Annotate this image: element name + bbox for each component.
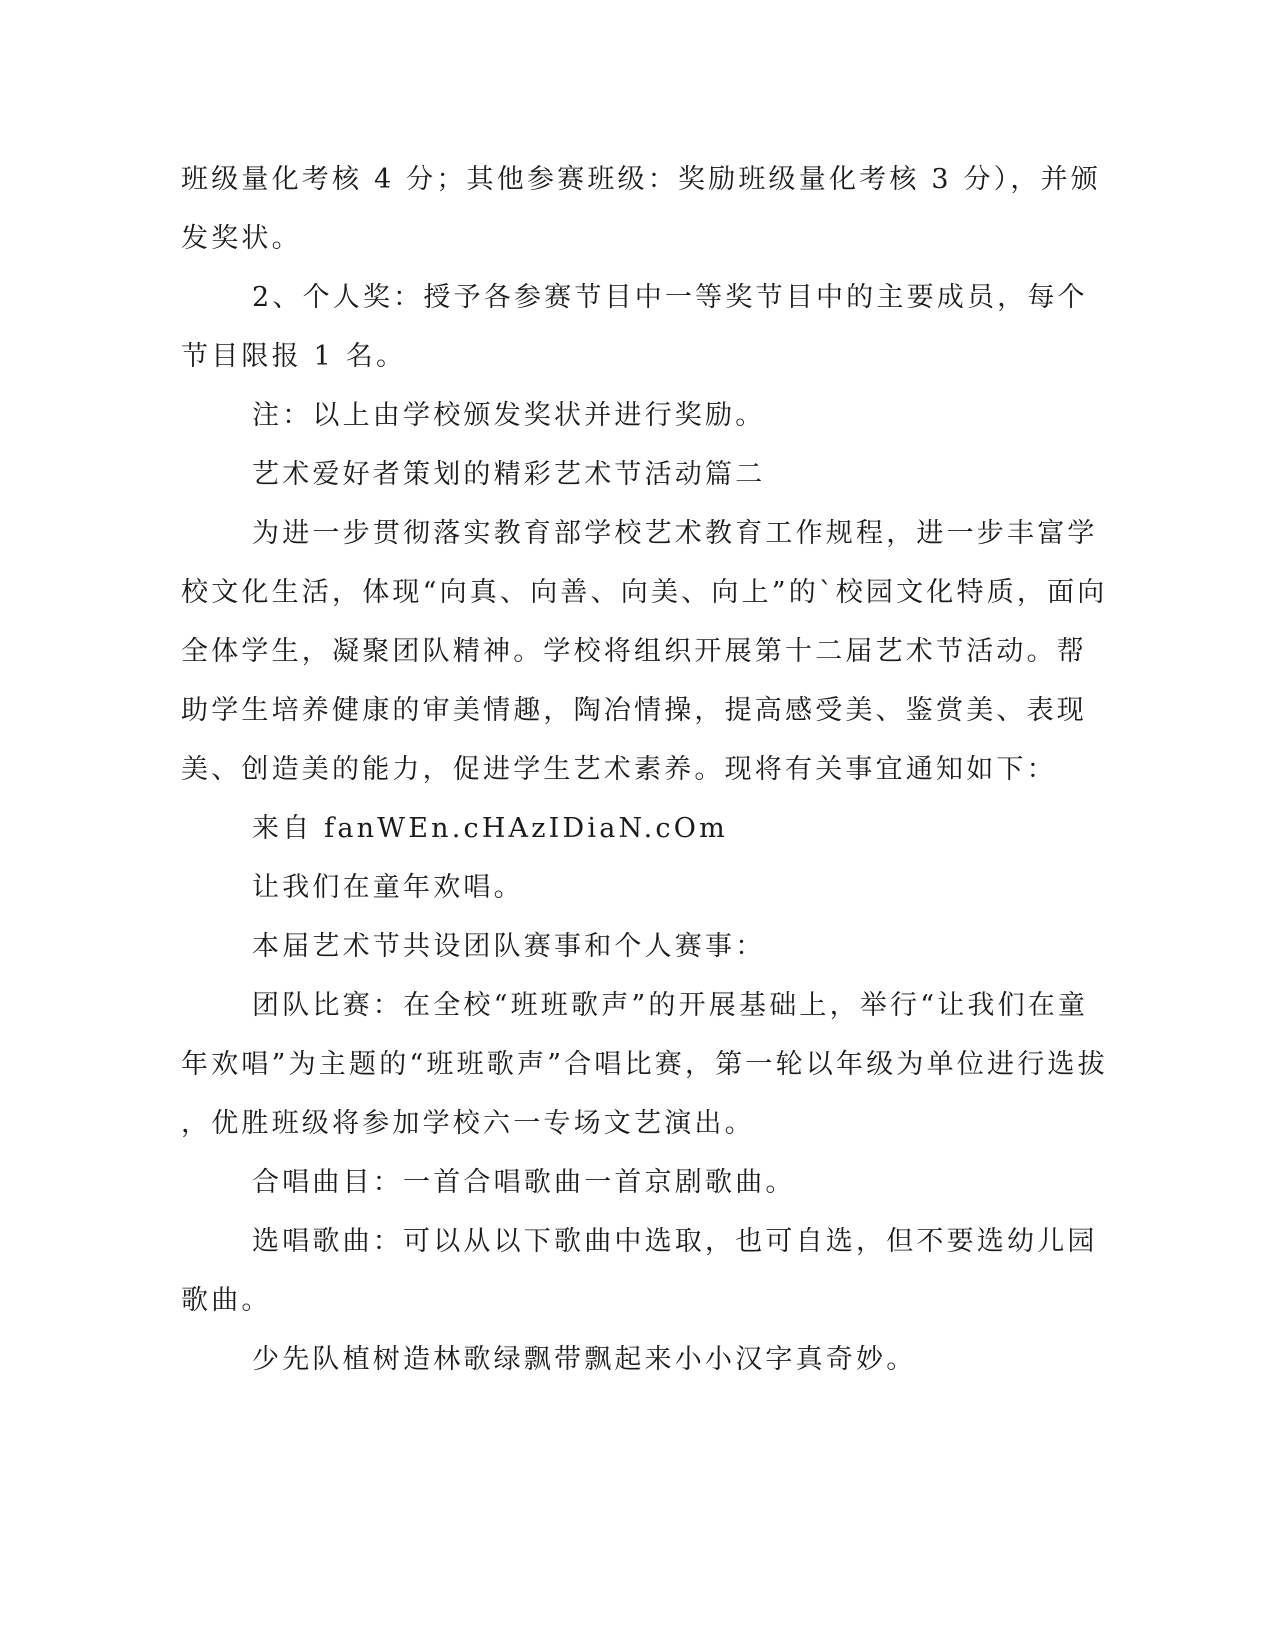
body-text-line: 美、创造美的能力，促进学生艺术素养。现将有关事宜通知如下：	[181, 754, 1057, 785]
paragraph-first-line: 少先队植树造林歌绿飘带飘起来小小汉字真奇妙。	[252, 1344, 917, 1375]
section-heading: 艺术爱好者策划的精彩艺术节活动篇二	[252, 459, 766, 490]
body-text-line: 节目限报 1 名。	[181, 341, 407, 372]
paragraph-first-line: 合唱曲目：一首合唱歌曲一首京剧歌曲。	[252, 1167, 796, 1198]
source-line: 来自 fanWEn.cHAzIDiaN.cOm	[252, 813, 728, 844]
paragraph-first-line: 团队比赛：在全校“班班歌声”的开展基础上，举行“让我们在童	[252, 990, 1089, 1021]
body-text-line: 校文化生活，体现“向真、向善、向美、向上”的`校园文化特质，面向	[181, 577, 1108, 608]
body-text-line: ，优胜班级将参加学校六一专场文艺演出。	[181, 1108, 755, 1139]
body-text-line: 发奖状。	[181, 223, 302, 254]
body-text-line: 班级量化考核 4 分；其他参赛班级：奖励班级量化考核 3 分），并颁	[181, 164, 1101, 195]
paragraph-first-line: 让我们在童年欢唱。	[252, 872, 524, 903]
paragraph-first-line: 本届艺术节共设团队赛事和个人赛事：	[252, 931, 766, 962]
body-text-line: 助学生培养健康的审美情趣，陶冶情操，提高感受美、鉴赏美、表现	[181, 695, 1087, 726]
body-text-line: 年欢唱”为主题的“班班歌声”合唱比赛，第一轮以年级为单位进行选拔	[181, 1049, 1108, 1080]
body-text-line: 全体学生，凝聚团队精神。学校将组织开展第十二届艺术节活动。帮	[181, 636, 1087, 667]
body-text-line: 歌曲。	[181, 1285, 272, 1316]
paragraph-first-line: 选唱歌曲：可以从以下歌曲中选取，也可自选，但不要选幼儿园	[252, 1226, 1098, 1257]
note-line: 注：以上由学校颁发奖状并进行奖励。	[252, 400, 766, 431]
paragraph-first-line: 为进一步贯彻落实教育部学校艺术教育工作规程，进一步丰富学	[252, 518, 1098, 549]
paragraph-first-line: 2、个人奖：授予各参赛节目中一等奖节目中的主要成员，每个	[252, 282, 1088, 313]
